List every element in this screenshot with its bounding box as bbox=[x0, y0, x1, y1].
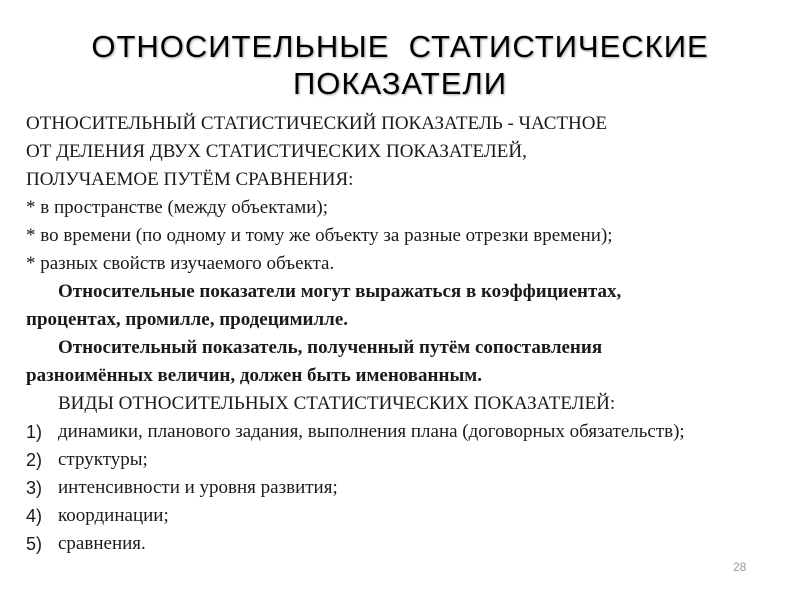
list-item-number: 3) bbox=[26, 478, 43, 498]
list-item-number: 5) bbox=[26, 534, 43, 554]
bullet-properties: * разных свойств изучаемого объекта. bbox=[26, 253, 335, 274]
definition-line-3: ПОЛУЧАЕМОЕ ПУТЁМ СРАВНЕНИЯ: bbox=[26, 169, 354, 190]
list-item-number: 4) bbox=[26, 506, 43, 526]
bullet-space: * в пространстве (между объектами); bbox=[26, 197, 328, 218]
note-units-line-1: Относительные показатели могут выражаться в коэффициентах, bbox=[58, 281, 622, 302]
definition-line-2: ОТ ДЕЛЕНИЯ ДВУХ СТАТИСТИЧЕСКИХ ПОКАЗАТЕЛЕЙ, bbox=[26, 141, 527, 162]
definition-line-1: ОТНОСИТЕЛЬНЫЙ СТАТИСТИЧЕСКИЙ ПОКАЗАТЕЛЬ - ЧАСТНОЕ bbox=[26, 113, 608, 134]
list-item-number: 2) bbox=[26, 450, 43, 470]
list-item bbox=[26, 446, 766, 474]
slide-title-line-1: ОТНОСИТЕЛЬНЫЕ СТАТИСТИЧЕСКИЕ bbox=[91, 29, 709, 64]
page-number: 28 bbox=[733, 560, 747, 574]
slide-title-line-2: ПОКАЗАТЕЛИ bbox=[293, 66, 507, 101]
list-item bbox=[26, 474, 766, 502]
slide-body bbox=[26, 110, 766, 558]
note-named-line-2: разноимённых величин, должен быть именованным. bbox=[26, 365, 482, 386]
list-item-text: динамики, планового задания, выполнения плана (договорных обязательств); bbox=[58, 421, 685, 442]
note-named-line-1: Относительный показатель, полученный путём сопоставления bbox=[58, 337, 603, 358]
types-list bbox=[26, 418, 766, 558]
list-item-text: интенсивности и уровня развития; bbox=[58, 477, 338, 498]
list-item-number: 1) bbox=[26, 422, 43, 442]
types-heading: ВИДЫ ОТНОСИТЕЛЬНЫХ СТАТИСТИЧЕСКИХ ПОКАЗАТЕЛЕЙ: bbox=[58, 393, 616, 414]
slide-title bbox=[0, 28, 800, 102]
list-item-text: структуры; bbox=[58, 449, 148, 470]
list-item bbox=[26, 418, 766, 446]
list-item-text: координации; bbox=[58, 505, 169, 526]
list-item-text: сравнения. bbox=[58, 533, 146, 554]
list-item bbox=[26, 502, 766, 530]
bullet-time: * во времени (по одному и тому же объекту за разные отрезки времени); bbox=[26, 225, 613, 246]
list-item bbox=[26, 530, 766, 558]
note-units-line-2: процентах, промилле, продецимилле. bbox=[26, 309, 348, 330]
